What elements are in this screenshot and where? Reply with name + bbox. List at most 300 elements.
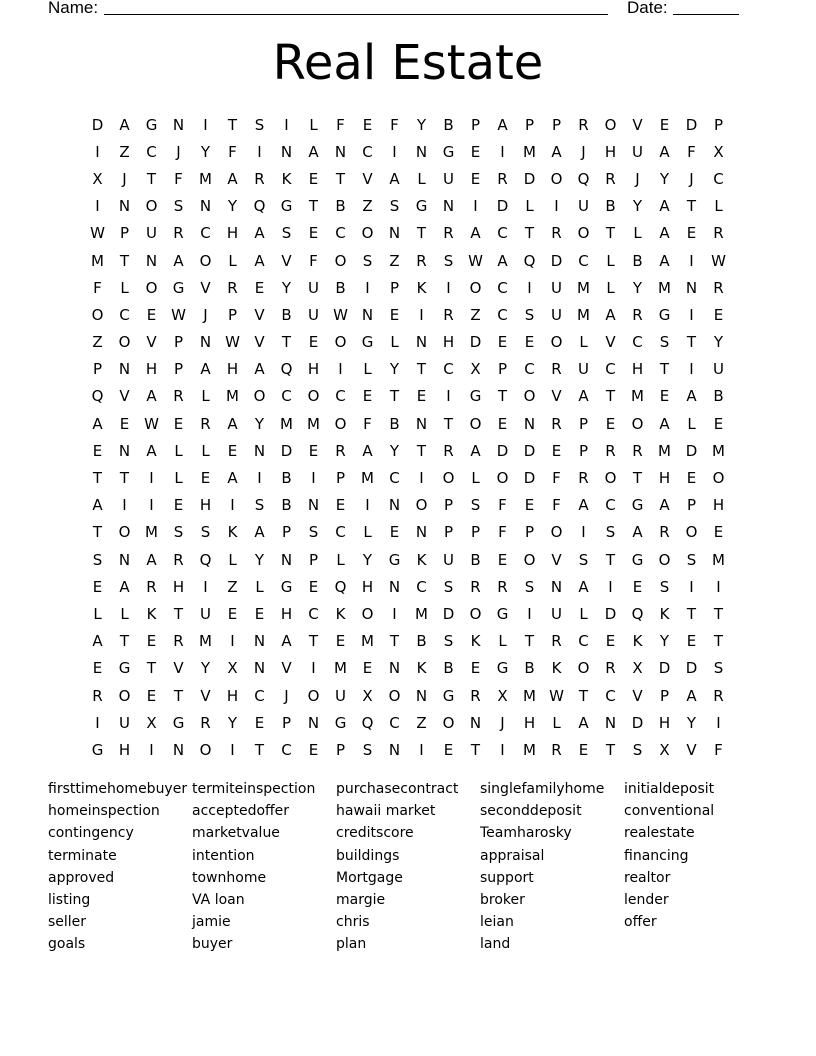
grid-letter: M (577, 305, 590, 324)
word-search-grid (84, 111, 734, 764)
grid-letter: N (253, 659, 266, 678)
grid-letter: D (631, 713, 644, 732)
grid-letter: E (686, 469, 697, 488)
grid-letter: T (632, 469, 643, 488)
grid-letter: B (416, 632, 427, 651)
grid-letter: D (550, 251, 563, 270)
grid-letter: E (659, 115, 670, 134)
grid-letter: P (659, 686, 670, 705)
grid-letter: O (550, 333, 563, 352)
grid-letter: T (605, 387, 616, 406)
grid-letter: C (281, 740, 292, 759)
grid-letter: Q (631, 604, 644, 623)
grid-letter: I (149, 740, 154, 759)
grid-letter: O (550, 523, 563, 542)
grid-letter: S (578, 550, 589, 569)
grid-letter: O (469, 414, 482, 433)
grid-letter: X (497, 686, 508, 705)
grid-letter: N (388, 496, 401, 515)
grid-letter: X (146, 713, 157, 732)
grid-letter: T (578, 686, 589, 705)
grid-letter: R (713, 278, 724, 297)
grid-letter: G (631, 550, 644, 569)
grid-letter: C (497, 278, 508, 297)
grid-letter: R (200, 713, 211, 732)
grid-letter: N (388, 224, 401, 243)
grid-letter: A (578, 496, 589, 515)
grid-letter: R (416, 251, 427, 270)
grid-letter: I (527, 604, 532, 623)
grid-letter: T (524, 224, 535, 243)
grid-letter: Q (199, 550, 212, 569)
word-list-item: chris (336, 914, 370, 931)
grid-letter: E (92, 441, 103, 460)
grid-letter: I (419, 305, 424, 324)
grid-letter: V (551, 387, 562, 406)
grid-letter: H (172, 577, 185, 596)
grid-letter: A (551, 142, 562, 161)
grid-letter: A (146, 387, 157, 406)
grid-letter: E (92, 577, 103, 596)
grid-letter: T (605, 550, 616, 569)
word-list-item: firsttimehomebuyer (48, 781, 188, 797)
grid-letter: H (361, 577, 374, 596)
grid-letter: B (335, 278, 346, 297)
grid-letter: P (470, 523, 481, 542)
grid-letter: S (443, 577, 454, 596)
grid-letter: N (550, 577, 563, 596)
grid-letter: Z (416, 713, 427, 732)
grid-letter: A (659, 224, 670, 243)
grid-letter: A (173, 251, 184, 270)
grid-letter: L (336, 550, 345, 569)
grid-letter: K (335, 604, 346, 623)
grid-letter: R (254, 169, 265, 188)
grid-letter: L (93, 604, 102, 623)
grid-letter: B (470, 550, 481, 569)
grid-letter: O (199, 251, 212, 270)
grid-letter: E (605, 414, 616, 433)
grid-letter: D (685, 659, 698, 678)
word-list-item: margie (336, 891, 386, 908)
grid-letter: O (550, 169, 563, 188)
grid-letter: Q (280, 360, 293, 379)
grid-letter: Y (659, 632, 670, 651)
grid-letter: L (201, 387, 210, 406)
grid-letter: M (226, 387, 239, 406)
grid-letter: L (606, 278, 615, 297)
grid-letter: P (578, 441, 589, 460)
grid-letter: G (91, 740, 104, 759)
grid-letter: E (308, 169, 319, 188)
grid-letter: A (659, 414, 670, 433)
grid-letter: O (334, 251, 347, 270)
grid-letter: C (605, 360, 616, 379)
grid-letter: N (253, 632, 266, 651)
grid-letter: D (523, 441, 536, 460)
grid-letter: R (443, 441, 454, 460)
grid-letter: C (389, 713, 400, 732)
grid-letter: K (416, 659, 427, 678)
grid-letter: A (146, 550, 157, 569)
grid-letter: M (307, 414, 320, 433)
grid-letter: S (92, 550, 103, 569)
grid-letter: F (174, 169, 183, 188)
grid-letter: A (686, 686, 697, 705)
grid-letter: A (470, 224, 481, 243)
grid-letter: G (496, 659, 509, 678)
grid-letter: C (335, 387, 346, 406)
grid-letter: R (713, 224, 724, 243)
grid-letter: Y (389, 360, 400, 379)
grid-letter: E (308, 577, 319, 596)
grid-letter: V (119, 387, 130, 406)
grid-letter: E (146, 305, 157, 324)
grid-letter: U (578, 360, 589, 379)
grid-letter: A (632, 523, 643, 542)
grid-letter: E (416, 387, 427, 406)
grid-letter: G (388, 550, 401, 569)
grid-letter: B (443, 115, 454, 134)
grid-letter: E (254, 278, 265, 297)
grid-letter: H (280, 604, 293, 623)
grid-letter: X (362, 686, 373, 705)
grid-letter: P (389, 278, 400, 297)
grid-letter: G (280, 577, 293, 596)
grid-letter: E (308, 441, 319, 460)
grid-letter: I (581, 523, 586, 542)
grid-letter: R (146, 577, 157, 596)
grid-letter: A (281, 632, 292, 651)
word-list-item: creditscore (336, 825, 414, 842)
grid-letter: O (199, 740, 212, 759)
grid-letter: E (389, 305, 400, 324)
grid-letter: R (551, 224, 562, 243)
grid-letter: L (174, 441, 183, 460)
grid-letter: B (389, 414, 400, 433)
grid-letter: G (361, 333, 374, 352)
grid-letter: G (658, 305, 671, 324)
grid-letter: U (146, 224, 157, 243)
grid-letter: P (173, 333, 184, 352)
grid-letter: V (254, 333, 265, 352)
grid-letter: A (470, 441, 481, 460)
grid-letter: W (90, 224, 105, 243)
grid-letter: H (118, 740, 131, 759)
grid-letter: A (254, 523, 265, 542)
grid-letter: I (122, 496, 127, 515)
grid-letter: P (524, 523, 535, 542)
grid-letter: O (604, 469, 617, 488)
grid-letter: G (496, 604, 509, 623)
grid-letter: C (200, 224, 211, 243)
grid-letter: E (173, 496, 184, 515)
grid-letter: E (254, 604, 265, 623)
grid-letter: N (118, 360, 131, 379)
grid-letter: S (443, 632, 454, 651)
grid-letter: V (200, 278, 211, 297)
grid-letter: I (500, 142, 505, 161)
grid-letter: F (390, 115, 399, 134)
grid-letter: Y (659, 169, 670, 188)
grid-letter: N (118, 197, 131, 216)
grid-letter: T (308, 197, 319, 216)
grid-letter: E (713, 305, 724, 324)
grid-letter: U (551, 305, 562, 324)
grid-letter: O (523, 550, 536, 569)
grid-letter: A (308, 142, 319, 161)
grid-letter: E (200, 469, 211, 488)
grid-letter: V (605, 333, 616, 352)
grid-letter: C (146, 142, 157, 161)
grid-letter: K (659, 604, 670, 623)
grid-letter: M (415, 604, 428, 623)
grid-letter: O (91, 305, 104, 324)
grid-letter: I (689, 251, 694, 270)
word-list-item: lender (624, 891, 669, 908)
grid-letter: R (227, 278, 238, 297)
grid-letter: A (578, 577, 589, 596)
grid-letter: O (685, 523, 698, 542)
grid-letter: U (308, 305, 319, 324)
grid-letter: S (389, 197, 400, 216)
grid-letter: J (500, 713, 505, 732)
grid-letter: T (281, 333, 292, 352)
grid-letter: A (605, 305, 616, 324)
grid-letter: L (714, 197, 723, 216)
grid-letter: Z (227, 577, 238, 596)
grid-letter: V (632, 115, 643, 134)
grid-letter: R (497, 169, 508, 188)
grid-letter: M (334, 659, 347, 678)
word-list-item: approved (48, 869, 115, 886)
grid-letter: D (469, 333, 482, 352)
grid-letter: U (551, 604, 562, 623)
grid-letter: G (172, 713, 185, 732)
grid-letter: A (659, 197, 670, 216)
grid-letter: N (118, 441, 131, 460)
grid-letter: R (470, 686, 481, 705)
grid-letter: W (711, 251, 726, 270)
word-list-item: singlefamilyhome (480, 781, 605, 797)
grid-letter: Z (470, 305, 481, 324)
grid-letter: P (713, 115, 724, 134)
grid-letter: S (659, 333, 670, 352)
grid-letter: S (362, 740, 373, 759)
grid-letter: I (419, 469, 424, 488)
grid-letter: L (498, 632, 507, 651)
word-list (48, 778, 768, 956)
grid-letter: N (280, 550, 293, 569)
grid-letter: Q (334, 577, 347, 596)
grid-letter: T (686, 197, 697, 216)
grid-letter: T (605, 224, 616, 243)
grid-letter: O (118, 523, 131, 542)
grid-letter: O (442, 469, 455, 488)
grid-letter: P (497, 360, 508, 379)
grid-letter: I (257, 469, 262, 488)
grid-letter: R (551, 740, 562, 759)
grid-letter: T (686, 604, 697, 623)
grid-letter: N (523, 414, 536, 433)
grid-letter: O (496, 469, 509, 488)
grid-letter: K (632, 632, 643, 651)
grid-letter: E (119, 414, 130, 433)
grid-letter: U (308, 278, 319, 297)
grid-letter: E (254, 713, 265, 732)
grid-letter: C (497, 305, 508, 324)
word-list-item: jamie (192, 914, 231, 931)
grid-letter: R (578, 115, 589, 134)
grid-letter: O (604, 115, 617, 134)
grid-letter: T (389, 387, 400, 406)
grid-letter: L (228, 251, 237, 270)
grid-letter: O (253, 387, 266, 406)
grid-letter: O (415, 496, 428, 515)
grid-letter: C (335, 523, 346, 542)
grid-letter: E (497, 333, 508, 352)
grid-letter: S (254, 115, 265, 134)
grid-letter: Q (577, 169, 590, 188)
word-list-item: conventional (624, 803, 715, 820)
grid-letter: A (362, 441, 373, 460)
grid-letter: D (442, 604, 455, 623)
grid-letter: T (227, 115, 238, 134)
grid-letter: Y (200, 659, 211, 678)
grid-letter: L (633, 224, 642, 243)
grid-letter: M (658, 278, 671, 297)
grid-letter: I (446, 278, 451, 297)
grid-letter: E (470, 142, 481, 161)
grid-letter: I (554, 197, 559, 216)
grid-letter: L (363, 360, 372, 379)
grid-letter: T (146, 659, 157, 678)
grid-letter: L (201, 441, 210, 460)
grid-letter: I (338, 360, 343, 379)
grid-letter: A (92, 496, 103, 515)
grid-letter: E (551, 441, 562, 460)
grid-letter: Y (227, 713, 238, 732)
grid-letter: T (119, 469, 130, 488)
grid-letter: B (713, 387, 724, 406)
grid-letter: L (120, 278, 129, 297)
grid-letter: E (632, 577, 643, 596)
grid-letter: T (173, 686, 184, 705)
grid-letter: O (712, 469, 725, 488)
grid-letter: Y (632, 197, 643, 216)
grid-letter: Y (281, 278, 292, 297)
page-title: Real Estate (272, 35, 544, 91)
word-list-item: seller (48, 914, 87, 931)
grid-letter: O (145, 278, 158, 297)
grid-letter: E (524, 333, 535, 352)
grid-letter: H (442, 333, 455, 352)
grid-letter: S (659, 577, 670, 596)
grid-letter: L (471, 469, 480, 488)
grid-letter: E (497, 414, 508, 433)
grid-letter: I (95, 713, 100, 732)
grid-letter: L (687, 414, 696, 433)
grid-letter: U (443, 550, 454, 569)
grid-letter: E (335, 632, 346, 651)
grid-letter: H (226, 360, 239, 379)
grid-letter: T (470, 740, 481, 759)
word-list-item: Teamharosky (480, 825, 572, 842)
grid-letter: E (308, 333, 319, 352)
grid-letter: E (308, 740, 319, 759)
grid-letter: O (145, 197, 158, 216)
grid-letter: V (173, 659, 184, 678)
grid-letter: C (605, 496, 616, 515)
grid-letter: T (416, 224, 427, 243)
grid-letter: J (203, 305, 208, 324)
grid-letter: T (713, 632, 724, 651)
grid-letter: N (172, 115, 185, 134)
word-list-item: termiteinspection (192, 781, 316, 797)
word-list-item: intention (192, 847, 255, 864)
grid-letter: Z (362, 197, 373, 216)
grid-letter: T (254, 740, 265, 759)
grid-letter: O (118, 333, 131, 352)
grid-letter: M (712, 441, 725, 460)
grid-letter: X (713, 142, 724, 161)
grid-letter: N (415, 523, 428, 542)
grid-letter: E (173, 414, 184, 433)
grid-letter: Z (92, 333, 103, 352)
grid-letter: O (334, 333, 347, 352)
grid-letter: I (230, 632, 235, 651)
grid-letter: P (281, 523, 292, 542)
grid-letter: L (525, 197, 534, 216)
grid-letter: M (523, 142, 536, 161)
grid-letter: P (281, 713, 292, 732)
grid-letter: N (442, 197, 455, 216)
word-list-item: terminate (48, 847, 117, 864)
grid-letter: W (144, 414, 159, 433)
grid-letter: U (335, 686, 346, 705)
grid-letter: R (173, 632, 184, 651)
grid-letter: Q (523, 251, 536, 270)
grid-letter: E (686, 224, 697, 243)
grid-letter: O (361, 604, 374, 623)
grid-letter: Y (389, 441, 400, 460)
grid-letter: R (632, 305, 643, 324)
grid-letter: I (689, 305, 694, 324)
grid-letter: H (307, 360, 320, 379)
grid-letter: C (632, 333, 643, 352)
grid-letter: D (91, 115, 104, 134)
grid-letter: A (659, 496, 670, 515)
grid-letter: J (284, 686, 289, 705)
grid-letter: N (307, 496, 320, 515)
grid-letter: K (470, 632, 481, 651)
grid-letter: M (199, 169, 212, 188)
grid-letter: K (227, 523, 238, 542)
grid-letter: J (176, 142, 181, 161)
grid-letter: V (551, 550, 562, 569)
grid-letter: O (658, 550, 671, 569)
grid-letter: I (95, 197, 100, 216)
grid-letter: J (635, 169, 640, 188)
grid-letter: N (118, 550, 131, 569)
grid-letter: O (361, 224, 374, 243)
grid-letter: S (470, 496, 481, 515)
grid-letter: K (551, 659, 562, 678)
grid-letter: Y (254, 550, 265, 569)
grid-letter: R (605, 169, 616, 188)
grid-letter: L (174, 469, 183, 488)
grid-letter: O (469, 278, 482, 297)
